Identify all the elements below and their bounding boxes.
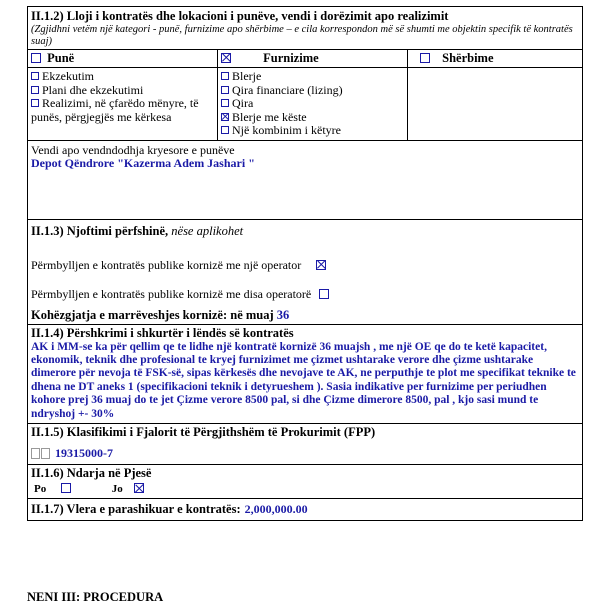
category-label: Shërbime — [442, 51, 494, 65]
duration-value[interactable]: 36 — [276, 308, 290, 322]
option-label: Blerje — [232, 69, 262, 83]
option-realizimi[interactable] — [31, 97, 214, 124]
section-ii-1-7 — [28, 499, 582, 520]
checkbox[interactable] — [31, 99, 39, 107]
option-label: Ekzekutim — [42, 69, 94, 83]
lots-option-po[interactable] — [34, 483, 77, 495]
section-note: (Zgjidhni vetëm një kategori - punë, furnizime apo shërbime – e cila korrespondon më së shumti me objektin specifik të kontratës suaj) — [31, 24, 573, 47]
section-ii-1-3 — [28, 220, 582, 325]
category-label: Furnizime — [263, 51, 319, 65]
option-label: Blerje me këste — [232, 109, 307, 124]
checkbox-sherbime[interactable] — [420, 53, 430, 63]
checkbox[interactable] — [31, 86, 39, 94]
option-label: Plani dhe ekzekutimi — [42, 82, 144, 97]
section-ii-1-6 — [28, 465, 582, 499]
section-title — [31, 225, 579, 239]
lots-options — [31, 483, 579, 495]
category-sherbime[interactable] — [408, 50, 582, 67]
option-ekzekutim[interactable] — [31, 70, 214, 84]
contract-form — [27, 6, 583, 521]
checkbox-furnizime[interactable] — [221, 53, 231, 63]
option-label: Qira — [232, 96, 254, 110]
section-ii-1-4 — [28, 325, 582, 424]
sherbime-options — [408, 68, 582, 140]
cpv-box[interactable] — [41, 448, 50, 459]
checkbox[interactable] — [221, 72, 229, 80]
checkbox[interactable] — [221, 86, 229, 94]
checkbox[interactable] — [31, 72, 39, 80]
option-label: Realizimi, në çfarëdo mënyre, të punës, përgjegjës me kërkesa — [31, 96, 199, 124]
section-title: II.1.2) Lloji i kontratës dhe lokacioni i punëve, vendi i dorëzimit apo realizimit — [31, 9, 449, 23]
furnizime-options — [218, 68, 408, 140]
checkbox-jo[interactable] — [134, 483, 144, 493]
checkbox-po[interactable] — [61, 483, 71, 493]
next-section-title: NENI III: PROCEDURA — [27, 590, 164, 604]
section-title: II.1.6) Ndarja në Pjesë — [31, 465, 152, 480]
checkbox-multi-operator[interactable] — [319, 289, 329, 299]
cpv-code: 19315000-7 — [55, 445, 113, 460]
checkbox-single-operator[interactable] — [316, 260, 326, 270]
section-title-text: II.1.3) Njoftimi përfshinë, — [31, 223, 169, 238]
option-label: Përmbylljen e kontratës publike kornizë me një operator — [31, 257, 302, 272]
option-label: Përmbylljen e kontratës publike kornizë me disa operatorë — [31, 286, 312, 301]
option-single-operator[interactable] — [31, 259, 329, 273]
section-ii-1-5 — [28, 424, 582, 465]
section-ii-1-2-header — [28, 7, 582, 50]
options-row — [28, 68, 582, 141]
checkbox-pune[interactable] — [31, 53, 41, 63]
section-title: II.1.5) Klasifikimi i Fjalorit të Përgjithshëm të Prokurimit (FPP) — [31, 424, 376, 439]
option-blerje[interactable] — [221, 70, 404, 84]
category-pune[interactable] — [28, 50, 218, 67]
category-row — [28, 50, 582, 68]
option-label: Qira financiare (lizing) — [232, 82, 343, 97]
option-plani[interactable] — [31, 84, 214, 98]
duration-label: Kohëzgjatja e marrëveshjes kornizë: në muaj — [31, 308, 274, 322]
option-label: Një kombinim i këtyre — [232, 123, 341, 137]
cpv-box[interactable] — [31, 448, 40, 459]
pune-options — [28, 68, 218, 140]
location-value: Depot Qëndrore "Kazerma Adem Jashari " — [31, 156, 255, 170]
option-multi-operator[interactable] — [31, 288, 332, 302]
checkbox[interactable] — [221, 99, 229, 107]
option-blerje-me-keste[interactable] — [221, 111, 404, 125]
option-label: Jo — [111, 482, 123, 495]
option-kombinim[interactable] — [221, 124, 404, 138]
contract-description[interactable]: AK i MM-se ka për qellim qe te lidhe një kontratë kornizë 36 muajsh , me një OE qe do te ketë kapacitet, ekonomik, teknik dhe profesional te kryej furnizimet me çizmet ushtarake verore dhe çizme ushtarake dimerore për nevoja të FSK-së, sipas kërkesës dhe nevojave te AK, ne perputhje te plot me specifikat teknike te dhena ne DT aneks 1 (specifikacioni teknik i detyrueshem ). Sasia indikative per furnizime per periudhen kohore prej 36 muaj do te jet Çizme verore 8500 pal, si dhe Çizme dimerore 8500, pal , kjo sasi mund te ndryshoj +- 30% — [31, 340, 576, 420]
location-row — [28, 141, 582, 220]
section-title-suffix: nëse aplikohet — [168, 223, 244, 238]
option-qira-financiare[interactable] — [221, 84, 404, 98]
cpv-code-field[interactable] — [31, 444, 579, 462]
option-label: Po — [34, 482, 47, 495]
lots-option-jo[interactable] — [112, 483, 148, 495]
category-label: Punë — [47, 51, 75, 65]
option-qira[interactable] — [221, 97, 404, 111]
section-title: II.1.7) Vlera e parashikuar e kontratës: — [31, 501, 241, 516]
checkbox[interactable] — [221, 126, 229, 134]
category-furnizime[interactable] — [218, 50, 408, 67]
framework-duration — [31, 309, 289, 323]
estimated-value[interactable]: 2,000,000.00 — [244, 501, 308, 516]
section-title: II.1.4) Përshkrimi i shkurtër i lëndës së kontratës — [31, 325, 294, 340]
location-label: Vendi apo vendndodhja kryesore e punëve — [31, 142, 235, 157]
checkbox[interactable] — [221, 113, 229, 121]
